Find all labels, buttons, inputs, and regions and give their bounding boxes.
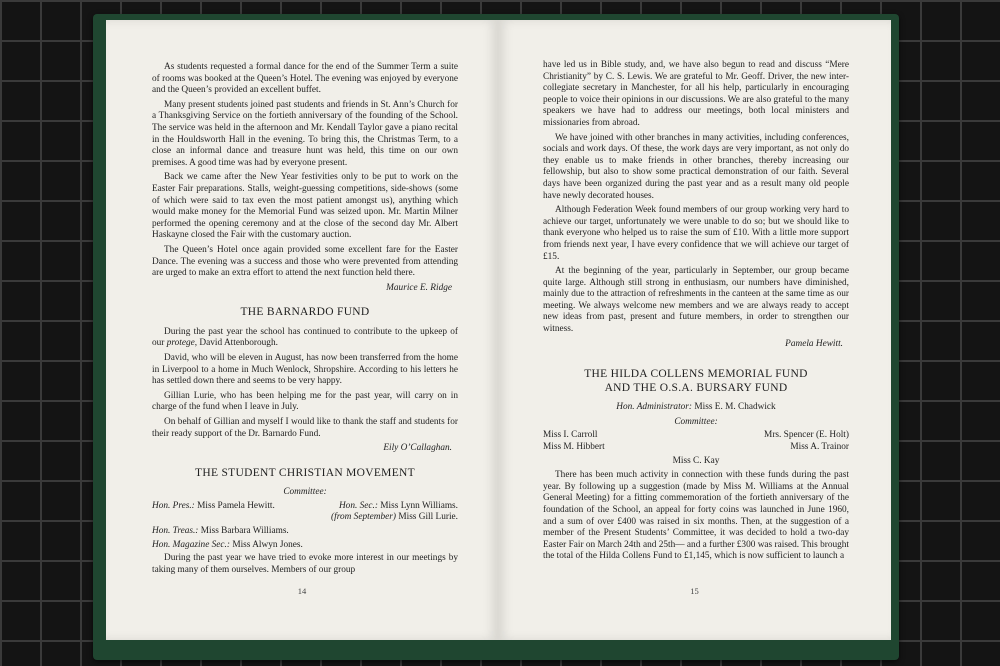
committee-member: Miss C. Kay — [672, 455, 720, 466]
paragraph-bible-study: have led us in Bible study, and, we have also begun to read and discuss “Mere Christianity” by C. S. Lewis. We are grateful to Mr. Geoff. Driver, the new inter-collegiate secretary in Manchester, for all his help, particularly in encouraging people to voice their opinions in our discussions. We are also grateful to the many speakers we have had to address our meetings, both local ministers and missionaries from abroad. — [543, 60, 849, 128]
paragraph-thanksgiving: Many present students joined past students and friends in St. Ann’s Church for a Thanksgiving Service on the fortieth anniversary of the founding of the School. The service was held in the afternoon and Mr. Kendall Taylor gave a piano recital in the Houldsworth Hall in the evening. To bring this, the Christmas Term, to a close an informal dance and treasure hunt was held, this time on our own premises. A good time was had by everyone present. — [152, 99, 458, 168]
paragraph-barnardo-3: Gillian Lurie, who has been helping me for the past year, will carry on in charge of the fund when I leave in July. — [152, 390, 458, 413]
paragraph-barnardo-1: During the past year the school has continued to contribute to the upkeep of our protege, David Attenborough. — [152, 326, 458, 349]
paragraph-barnardo-2: David, who will be eleven in August, has now been transferred from the home in Liverpool to a home in Much Wenlock, Shropshire. According to his letters he has settled down there and seems to be very happy. — [152, 352, 458, 387]
right-page — [498, 20, 891, 640]
committee-member: Mrs. Spencer (E. Holt) — [764, 430, 849, 441]
left-page — [106, 20, 498, 640]
committee-member: Miss A. Trainor — [790, 442, 849, 453]
page-number-right: 15 — [690, 586, 699, 596]
left-page-text — [152, 62, 458, 579]
paragraph-scm-1: During the past year we have tried to evoke more interest in our meetings by taking many of them ourselves. Members of our group — [152, 553, 458, 575]
hilda-committee-row-2 — [543, 442, 849, 454]
signature-pamela-hewitt: Pamela Hewitt. — [785, 338, 843, 349]
hilda-administrator: Hon. Administrator: Miss E. M. Chadwick — [616, 402, 776, 413]
heading-student-christian-movement: THE STUDENT CHRISTIAN MOVEMENT — [195, 466, 415, 479]
scm-magazine-secretary: Hon. Magazine Sec.: Miss Alwyn Jones. — [152, 539, 303, 550]
heading-hilda-collens-fund: THE HILDA COLLENS MEMORIAL FUND AND THE O.S.A. BURSARY FUND — [584, 368, 808, 394]
hilda-committee-label: Committee: — [674, 416, 718, 427]
paragraph-hilda-1: There has been much activity in connection with these funds during the past year. By following up a suggestion (made by Miss M. Williams at the Annual General Meeting) for a fitting commemoration of the fortieth anniversary of the foundation of the School, an appeal for forty coins was launched in June 1960, and a sum of over £400 was raised in six months. Then, at the suggestion of a member of the Present Students’ Committee, it was decided to hold a two-day Easter Fair on March 24th and 25th— and a further £300 was raised. This brought the total of the Hilda Collens Fund to £1,145, which is now sufficient to launch a — [543, 470, 849, 562]
paragraph-group-size: At the beginning of the year, particularly in September, our group became quite large. Although still strong in enthusiasm, our numbers have diminished, mainly due to the attraction of refreshments in the canteen at the same time as our meeting. We always welcome new members and we are always ready to accept new ideas from past, present and future members, in order to strengthen our witness. — [543, 266, 849, 335]
scm-treasurer: Hon. Treas.: Miss Barbara Williams. — [152, 526, 289, 536]
heading-barnardo-fund: THE BARNARDO FUND — [240, 306, 370, 319]
paragraph-barnardo-4: On behalf of Gillian and myself I would like to thank the staff and students for their ready support of the Dr. Barnardo Fund. — [152, 416, 458, 439]
scm-committee-label: Committee: — [283, 487, 327, 498]
paragraph-easter-fair: Back we came after the New Year festivities only to be put to work on the Easter Fair preparations. Stalls, weight-guessing competitions, side-shows (some of which were said to tax even the most patient amongst us), anything which would make money for the Memorial Fund was seized upon. Mr. Martin Milner performed the opening ceremony and at the close of the second day Mr. Albert Haskayne closed the Fair with the customary auction. — [152, 172, 458, 241]
scm-officers-row — [152, 501, 458, 524]
paragraph-work-days: We have joined with other branches in many activities, including conferences, socials and work days. Of these, the work days are very important, as not only do they enable us to make friends in other branches, thereby increasing our fellowship, but also to show some practical demonstration of our faith. Several days have been organized during the past year and as a result many old people have newly decorated houses. — [543, 132, 849, 201]
hilda-committee-row-1 — [543, 430, 849, 442]
paragraph-easter-dance: The Queen’s Hotel once again provided some excellent fare for the Easter Dance. The evening was a success and those who were prevented from attending are urged to make an extra effort to attend the next function held there. — [152, 244, 458, 279]
paragraph-summer-dance: As students requested a formal dance for the end of the Summer Term a suite of rooms was booked at the Queen’s Hotel. The evening was enjoyed by everyone and the Queen’s provided an excellent buffet. — [152, 62, 458, 96]
signature-maurice-ridge: Maurice E. Ridge — [386, 282, 452, 293]
scm-president: Hon. Pres.: Miss Pamela Hewitt. — [152, 500, 275, 511]
signature-eily-ocallaghan: Eily O’Callaghan. — [383, 443, 452, 454]
committee-member: Miss M. Hibbert — [543, 442, 605, 453]
scm-secretary: Hon. Sec.: Miss Lynn Williams. (from September) Miss Gill Lurie. — [331, 500, 458, 523]
right-page-text — [543, 60, 849, 566]
committee-member: Miss I. Carroll — [543, 430, 598, 441]
paragraph-federation-week: Although Federation Week found members of our group working very hard to achieve our target, unfortunately we were unable to do so; but we should like to thank everyone who helped us to raise the sum of £10. With a little more support from friends next year, I have every confidence that we will achieve our target of £15. — [543, 205, 849, 262]
page-number-left: 14 — [297, 586, 307, 596]
